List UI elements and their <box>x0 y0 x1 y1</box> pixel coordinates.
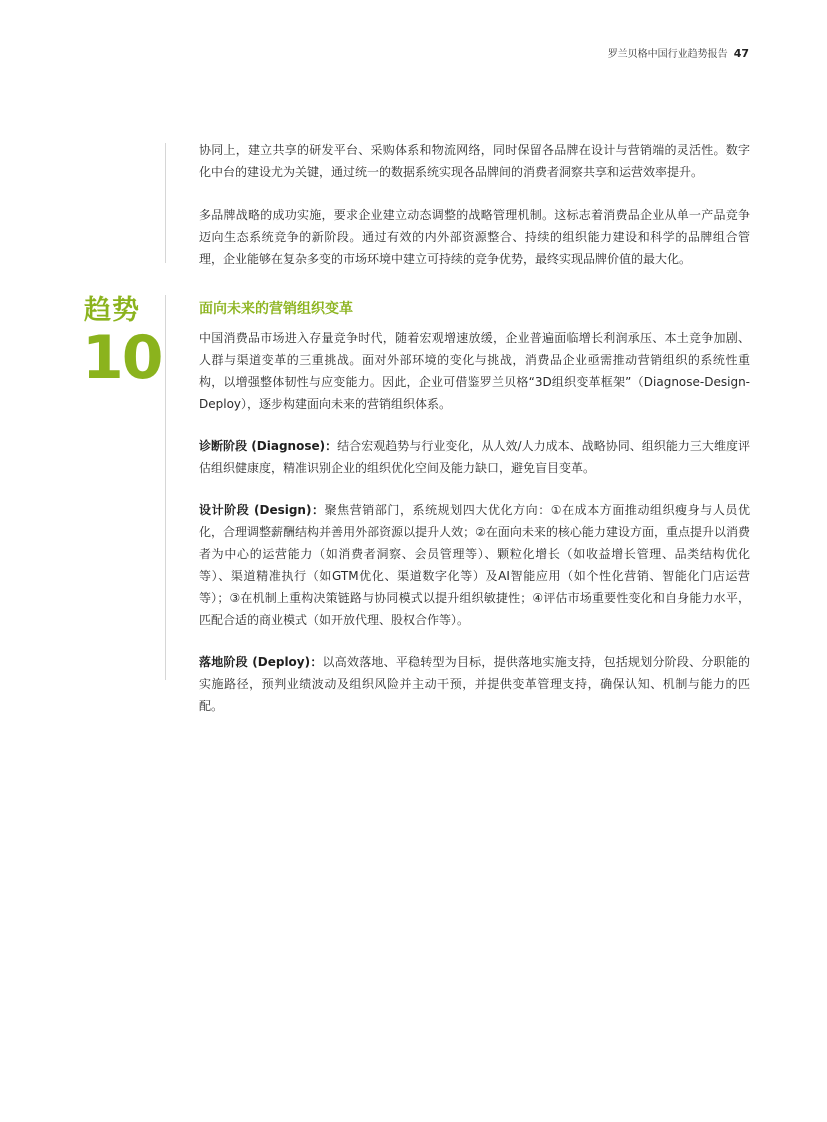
phase-text-design: 聚焦营销部门，系统规划四大优化方向：①在成本方面推动组织瘦身与人员优化，合理调整薪酬结构并善用外部资源以提升人效；②在面向未来的核心能力建设方面，重点提升以消费者为中心的运营能力（如消费者洞察、会员管理等）、颗粒化增长（如收益增长管理、品类结构优化等）、渠道精准执行（如GTM优化、渠道数字化等）及AI智能应用（如个性化营销、智能化门店运营等）；③在机制上重构决策链路与协同模式以提升组织敏捷性；④评估市场重要性变化和自身能力水平，匹配合适的商业模式（如开放代理、股权合作等）。 <box>199 503 750 627</box>
phase-title-diagnose: 诊断阶段 (Diagnose)： <box>199 439 338 453</box>
report-title: 罗兰贝格中国行业趋势报告 <box>607 49 728 60</box>
trend-number: 10 <box>82 323 162 393</box>
phase-text-diagnose: 结合宏观趋势与行业变化，从人效/人力成本、战略协同、组织能力三大维度评估组织健康度，精准识别企业的组织优化空间及能力缺口，避免盲目变革。 <box>199 439 751 475</box>
intro-paragraph-2: 多品牌战略的成功实施，要求企业建立动态调整的战略管理机制。这标志着消费品企业从单一产品竞争迈向生态系统竞争的新阶段。通过有效的内外部资源整合、持续的组织能力建设和科学的品牌组合管理，企业能够在复杂多变的市场环境中建立可持续的竞争优势，最终实现品牌价值的最大化。 <box>199 208 750 266</box>
trend-label <box>82 295 162 393</box>
section-block <box>199 300 750 717</box>
intro-paragraph-1: 协同上，建立共享的研发平台、采购体系和物流网络，同时保留各品牌在设计与营销端的灵活性。数字化中台的建设尤为关键，通过统一的数据系统实现各品牌间的消费者洞察共享和运营效率提升。 <box>199 143 750 179</box>
page-number: 47 <box>733 47 749 60</box>
intro-text-block <box>199 139 750 270</box>
phase-title-deploy: 落地阶段 (Deploy)： <box>199 655 323 669</box>
section-title: 面向未来的营销组织变革 <box>199 301 353 317</box>
phase-text-deploy: 以高效落地、平稳转型为目标，提供落地实施支持，包括规划分阶段、分职能的实施路径，预判业绩波动及组织风险并主动干预，并提供变革管理支持，确保认知、机制与能力的匹配。 <box>199 655 750 713</box>
vertical-divider-bottom <box>165 295 166 680</box>
vertical-divider-top <box>165 143 166 263</box>
phase-paragraph-diagnose <box>199 435 750 479</box>
section-intro-paragraph: 中国消费品市场进入存量竞争时代，随着宏观增速放缓，企业普遍面临增长利润承压、本土竞争加剧、人群与渠道变革的三重挑战。面对外部环境的变化与挑战，消费品企业亟需推动营销组织的系统性重构，以增强整体韧性与应变能力。因此，企业可借鉴罗兰贝格“3D组织变革框架”（Diagnose-Design-Deploy），逐步构建面向未来的营销组织体系。 <box>199 331 750 411</box>
phase-paragraph-design <box>199 499 750 631</box>
phase-title-design: 设计阶段 (Design)： <box>199 503 325 517</box>
phase-paragraph-deploy <box>199 651 750 717</box>
trend-word: 趋势 <box>84 295 140 326</box>
page-header <box>608 45 749 60</box>
